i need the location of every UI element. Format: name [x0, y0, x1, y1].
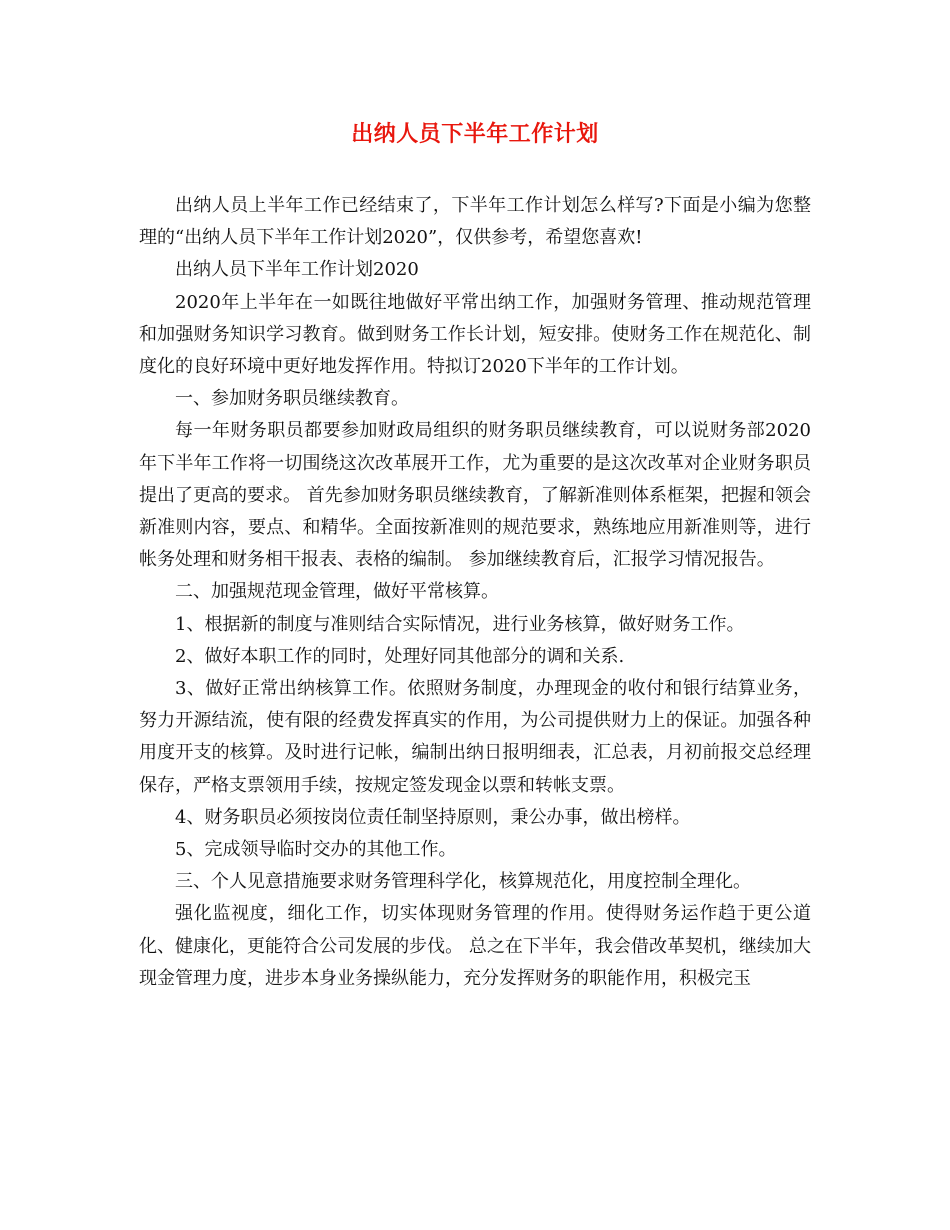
document-body	[139, 190, 811, 995]
document-title: 出纳人员下半年工作计划	[351, 122, 599, 147]
list-item-5: 5、完成领导临时交办的其他工作。	[175, 839, 457, 861]
section-heading-1: 一、参加财务职员继续教育。	[175, 388, 409, 410]
list-item-3: 3、做好正常出纳核算工作。依照财务制度，办理现金的收付和银行结算业务，努力开源结流，使有限的经费发挥真实的作用，为公司提供财力上的保证。加强各种用度开支的核算。及时进行记帐，编制出纳日报明细表，汇总表，月初前报交总经理保存，严格支票领用手续，按规定签发现金以票和转帐支票。	[139, 678, 811, 796]
section-heading-3: 三、个人见意措施要求财务管理科学化，核算规范化，用度控制全理化。	[175, 871, 751, 893]
section-heading-2: 二、加强规范现金管理，做好平常核算。	[175, 581, 499, 603]
paragraph-closing: 强化监视度，细化工作，切实体现财务管理的作用。使得财务运作趋于更公道化、健康化，更能符合公司发展的步伐。 总之在下半年，我会借改革契机，继续加大现金管理力度，进步本身业务操纵能力，充分发挥财务的职能作用，积极完玉	[139, 903, 811, 989]
paragraph-subtitle: 出纳人员下半年工作计划2020	[175, 259, 419, 281]
list-item-4: 4、财务职员必须按岗位责任制坚持原则，秉公办事，做出榜样。	[175, 806, 691, 828]
list-item-2: 2、做好本职工作的同时，处理好同其他部分的调和关系.	[175, 645, 625, 667]
paragraph-education: 每一年财务职员都要参加财政局组织的财务职员继续教育，可以说财务部2020年下半年工作将一切围绕这次改革展开工作，尤为重要的是这次改革对企业财务职员提出了更高的要求。 首先参加财务职员继续教育，了解新准则体系框架，把握和领会新准则内容，要点、和精华。全面按新准则的规范要求，熟练地应用新准则等，进行帐务处理和财务相干报表、表格的编制。 参加继续教育后，汇报学习情况报告。	[139, 420, 811, 571]
paragraph-intro: 出纳人员上半年工作已经结束了，下半年工作计划怎么样写?下面是小编为您整理的“出纳人员下半年工作计划2020”，仅供参考，希望您喜欢!	[139, 195, 811, 249]
list-item-1: 1、根据新的制度与准则结合实际情况，进行业务核算，做好财务工作。	[175, 613, 745, 635]
paragraph-overview: 2020年上半年在一如既往地做好平常出纳工作，加强财务管理、推动规范管理和加强财务知识学习教育。做到财务工作长计划，短安排。使财务工作在规范化、制度化的良好环境中更好地发挥作用。特拟订2020下半年的工作计划。	[139, 291, 811, 378]
